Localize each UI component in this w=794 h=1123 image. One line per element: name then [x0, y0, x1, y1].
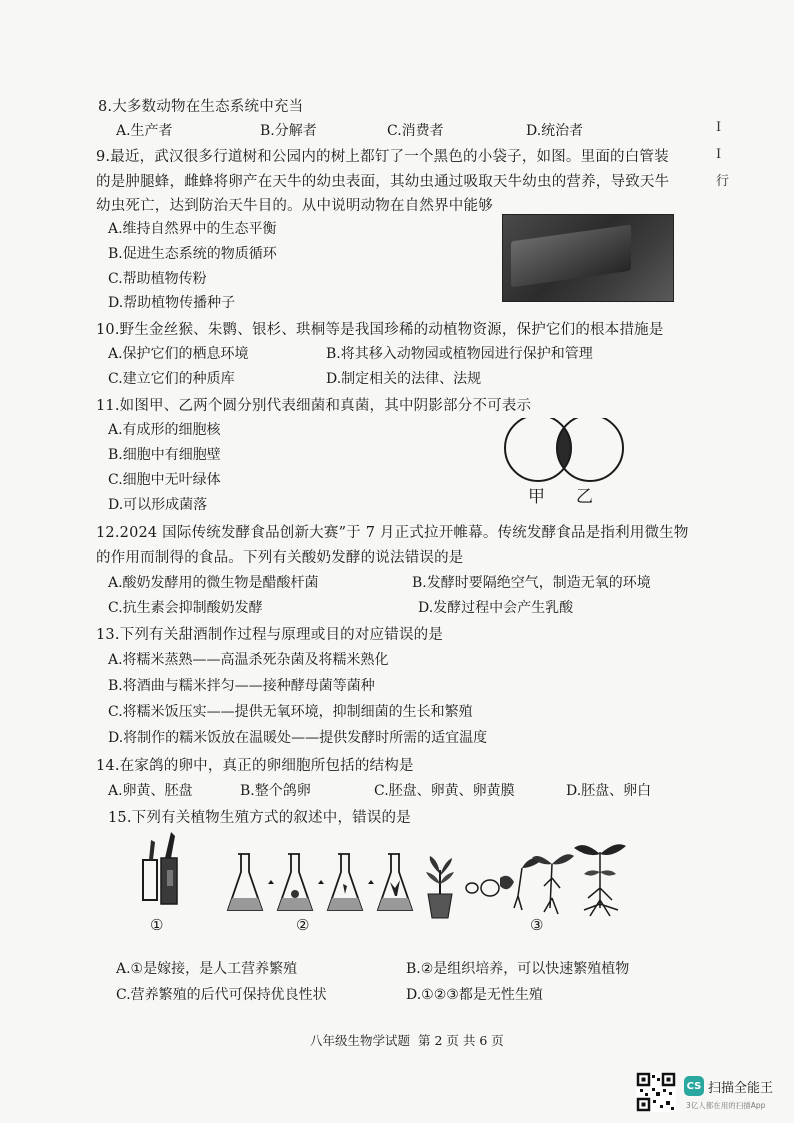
q14-stem: 14.在家鸽的卵中，真正的卵细胞所包括的结构是 [96, 758, 414, 774]
margin-mark-2: I [716, 147, 722, 162]
q9-stem-line-2: 的是肿腿蜂，雌蜂将卵产在天牛的幼虫表面，其幼虫通过吸取天牛幼虫的营养，导致天牛 [96, 174, 670, 190]
q8-option-c: C.消费者 [387, 123, 444, 139]
q9-option-c: C.帮助植物传粉 [108, 271, 207, 287]
q12-stem-line-1: 12.2024 国际传统发酵食品创新大赛”于 7 月正式拉开帷幕。传统发酵食品是指利用微生物 [96, 525, 689, 541]
q14-option-b: B.整个鸽卵 [240, 783, 311, 799]
q8-option-b: B.分解者 [260, 123, 317, 139]
q8-stem: 8.大多数动物在生态系统中充当 [98, 99, 304, 115]
q10-option-d: D.制定相关的法律、法规 [326, 371, 482, 387]
q15-stem: 15.下列有关植物生殖方式的叙述中，错误的是 [108, 810, 411, 826]
q11-option-b: B.细胞中有细胞壁 [108, 447, 221, 463]
q15-option-c: C.营养繁殖的后代可保持优良性状 [116, 987, 327, 1003]
seed-germination-figure [460, 838, 640, 918]
q8-option-d: D.统治者 [526, 123, 584, 139]
margin-mark-1: I [716, 120, 722, 135]
black-bag-shape [511, 225, 631, 288]
qr-code-icon [636, 1072, 676, 1112]
q13-option-d: D.将制作的糯米饭放在温暖处——提供发酵时所需的适宜温度 [108, 730, 488, 746]
q9-stem-line-3: 幼虫死亡，达到防治天牛目的。从中说明动物在自然界中能够 [96, 198, 493, 214]
q10-option-a: A.保护它们的栖息环境 [108, 346, 249, 362]
q12-option-b: B.发酵时要隔绝空气，制造无氧的环境 [412, 575, 651, 591]
q9-stem-line-1: 9.最近，武汉很多行道树和公园内的树上都钉了一个黑色的小袋子，如图。里面的白管装 [96, 149, 669, 165]
q9-option-b: B.促进生态系统的物质循环 [108, 246, 277, 262]
q8-option-a: A.生产者 [116, 123, 173, 139]
figure-label-3: ③ [530, 916, 544, 934]
q13-option-c: C.将糯米饭压实——提供无氧环境，抑制细菌的生长和繁殖 [108, 704, 473, 720]
q15-option-a: A.①是嫁接，是人工营养繁殖 [116, 961, 298, 977]
q9-option-a: A.维持自然界中的生态平衡 [108, 221, 277, 237]
q11-option-a: A.有成形的细胞核 [108, 422, 221, 438]
q15-option-b: B.②是组织培养，可以快速繁殖植物 [406, 961, 630, 977]
q11-stem: 11.如图甲、乙两个圆分别代表细菌和真菌，其中阴影部分不可表示 [96, 398, 532, 414]
figure-label-1: ① [150, 916, 164, 934]
margin-mark-3: 行 [716, 174, 730, 189]
q11-option-c: C.细胞中无叶绿体 [108, 472, 221, 488]
q13-stem: 13.下列有关甜酒制作过程与原理或目的对应错误的是 [96, 627, 444, 643]
wasp-bag-photo [502, 214, 674, 302]
grafting-figure [135, 830, 195, 910]
q10-option-c: C.建立它们的种质库 [108, 371, 235, 387]
q15-option-d: D.①②③都是无性生殖 [406, 987, 543, 1003]
camscanner-tagline: 3亿人都在用的扫描App [686, 1101, 766, 1110]
figure-label-2: ② [296, 916, 310, 934]
venn-diagram [490, 418, 640, 508]
q10-option-b: B.将其移入动物园或植物园进行保护和管理 [326, 346, 593, 362]
venn-label-jia: 甲 [528, 487, 545, 507]
q11-option-d: D.可以形成菌落 [108, 497, 208, 513]
q12-option-a: A.酸奶发酵用的微生物是醋酸杆菌 [108, 575, 319, 591]
tissue-culture-figure [226, 850, 456, 920]
camscanner-logo-icon: CS [684, 1076, 704, 1096]
q14-option-a: A.卵黄、胚盘 [108, 783, 193, 799]
footer-exam-title: 八年级生物学试题 [310, 1033, 411, 1048]
camscanner-name: 扫描全能王 [708, 1081, 774, 1096]
q12-option-d: D.发酵过程中会产生乳酸 [418, 600, 574, 616]
q12-stem-line-2: 的作用而制得的食品。下列有关酸奶发酵的说法错误的是 [96, 550, 464, 566]
q13-option-a: A.将糯米蒸熟——高温杀死杂菌及将糯米熟化 [108, 652, 389, 668]
venn-label-yi: 乙 [576, 487, 593, 507]
q12-option-c: C.抗生素会抑制酸奶发酵 [108, 600, 263, 616]
q13-option-b: B.将酒曲与糯米拌匀——接种酵母菌等菌种 [108, 678, 375, 694]
q14-option-d: D.胚盘、卵白 [566, 783, 652, 799]
footer-page-number: 第 2 页 共 6 页 [418, 1033, 504, 1048]
q9-option-d: D.帮助植物传播种子 [108, 295, 236, 311]
q10-stem: 10.野生金丝猴、朱鹮、银杉、珙桐等是我国珍稀的动植物资源，保护它们的根本措施是 [96, 322, 664, 338]
q14-option-c: C.胚盘、卵黄、卵黄膜 [374, 783, 515, 799]
